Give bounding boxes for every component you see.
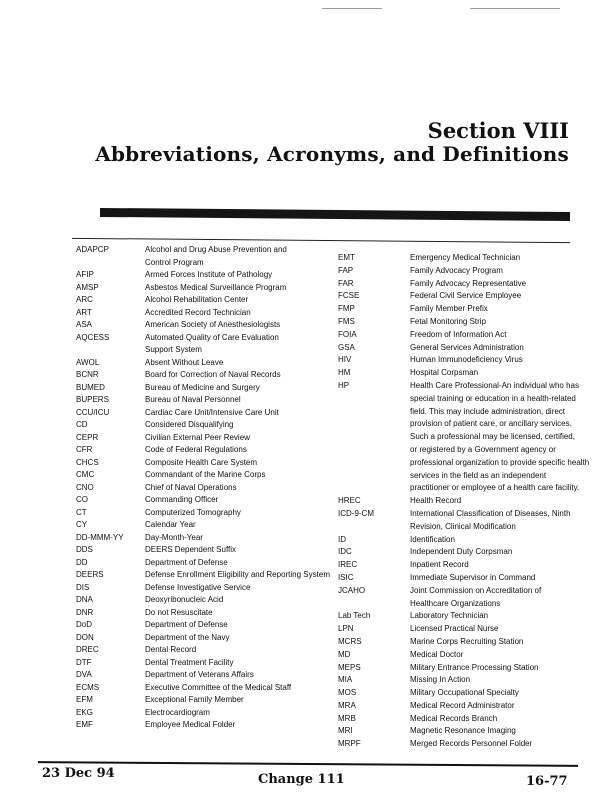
definition-line: Fetal Monitoring Strip	[410, 316, 487, 326]
definition	[145, 719, 235, 732]
definition-line: Family Advocacy Program	[410, 265, 503, 275]
definition	[145, 269, 272, 282]
definition-line: Health Record	[410, 496, 462, 506]
glossary-entry	[338, 700, 589, 713]
abbreviation: HM	[338, 368, 351, 378]
abbreviation: ARC	[76, 295, 93, 304]
definition	[145, 519, 196, 532]
definition	[410, 649, 463, 662]
definition-line: Department of Defense	[145, 620, 228, 629]
definition	[410, 290, 521, 303]
definition-line: General Services Administration	[410, 342, 524, 352]
glossary-entry	[338, 738, 589, 751]
definition	[145, 682, 291, 695]
glossary-entry	[338, 303, 589, 316]
definition-line: Executive Committee of the Medical Staff	[145, 682, 292, 692]
definition	[410, 559, 469, 572]
definition-line: Bureau of Naval Personnel	[145, 395, 241, 404]
glossary-entry	[76, 469, 330, 482]
definition-line: Military Entrance Processing Station	[410, 662, 539, 672]
abbreviation: AMSP	[76, 282, 99, 292]
definition-line: Dental Treatment Facility	[145, 657, 234, 667]
abbreviation: DD	[76, 557, 88, 567]
definition-line: Merged Records Personnel Folder	[410, 739, 533, 749]
abbreviation: HP	[338, 380, 350, 390]
definition	[145, 532, 203, 545]
definition-line: Alcohol Rehabilitation Center	[145, 295, 249, 304]
definition-line: Code of Federal Regulations	[145, 445, 247, 454]
abbreviation: MRI	[338, 726, 353, 736]
abbreviation: DON	[76, 632, 94, 642]
abbreviation: MCRS	[338, 636, 362, 646]
definition-line: Asbestos Medical Surveillance Program	[145, 282, 287, 292]
glossary-entry	[76, 544, 330, 557]
glossary-entry	[76, 319, 330, 332]
abbreviation: BUPERS	[76, 395, 109, 404]
glossary-entry	[76, 482, 330, 495]
abbreviation: IREC	[338, 560, 358, 570]
definition	[410, 623, 498, 636]
definition	[145, 694, 244, 707]
definition	[145, 319, 280, 332]
definition-line: Defense Enrollment Eligibility and Reporting System	[145, 570, 330, 579]
definition	[145, 644, 196, 657]
glossary-entry	[76, 682, 330, 695]
abbreviation: EKG	[76, 707, 93, 717]
abbreviation: FAR	[338, 278, 354, 288]
glossary-entry	[338, 354, 589, 367]
definition-line: Family Member Prefix	[410, 304, 488, 314]
abbreviation: MOS	[338, 688, 357, 698]
definition-line: Absent Without Leave	[145, 357, 224, 367]
glossary-entry	[338, 662, 589, 675]
definition	[410, 585, 541, 611]
definition-line: Computerized Tomography	[145, 507, 241, 517]
abbreviation: CT	[76, 507, 87, 517]
glossary-entry	[76, 444, 330, 457]
glossary-entry	[76, 369, 330, 382]
definition-line: Exceptional Family Member	[145, 695, 244, 704]
definition-line: Do not Resuscitate	[145, 607, 213, 617]
abbreviation: FMP	[338, 304, 355, 314]
glossary-entry	[76, 607, 330, 620]
definition-line: Medical Records Branch	[410, 713, 498, 723]
definition-line: Employee Medical Folder	[145, 720, 236, 729]
glossary-entry	[338, 252, 589, 265]
glossary-entry	[76, 632, 330, 645]
definition	[145, 507, 241, 520]
definition	[145, 357, 223, 370]
definition	[145, 407, 279, 420]
left-glossary-column	[76, 244, 330, 732]
abbreviation: ART	[76, 307, 92, 317]
abbreviation: DNA	[76, 595, 93, 604]
abbreviation: MIA	[338, 675, 353, 685]
abbreviation: EMT	[338, 253, 355, 262]
glossary-entry	[338, 546, 589, 559]
definition-line: Immediate Supervisor in Command	[410, 572, 536, 582]
glossary-entry	[338, 367, 589, 380]
definition-line: DEERS Dependent Suffix	[145, 545, 237, 554]
abbreviation: DoD	[76, 620, 93, 629]
footer-rule	[38, 761, 578, 767]
glossary-entry	[338, 329, 589, 342]
definition	[410, 342, 524, 355]
page-title: Abbreviations, Acronyms, and Definitions	[95, 142, 569, 166]
glossary-entry	[338, 713, 589, 726]
abbreviation: CMC	[76, 470, 95, 479]
abbreviation: HREC	[338, 496, 361, 506]
abbreviation: ICD-9-CM	[338, 508, 374, 518]
glossary-entry	[76, 457, 330, 470]
abbreviation: ECMS	[76, 682, 100, 692]
glossary-entry	[76, 519, 330, 532]
section-heading: Section VIII	[427, 118, 569, 143]
definition	[410, 495, 461, 508]
definition-line: Calendar Year	[145, 520, 196, 529]
definition-line: Deoxyribonucleic Acid	[145, 595, 224, 604]
abbreviation: IDC	[338, 547, 352, 557]
abbreviation: ID	[338, 534, 346, 544]
definition	[410, 610, 488, 623]
definition-line: Independent Duty Corpsman	[410, 547, 513, 557]
definition	[145, 582, 250, 595]
definition	[410, 534, 455, 547]
definition	[410, 303, 488, 316]
abbreviation: DREC	[76, 645, 99, 654]
glossary-entry	[338, 572, 589, 585]
definition	[145, 544, 236, 557]
abbreviation: EFM	[76, 695, 93, 704]
glossary-entry	[76, 357, 330, 370]
glossary-entry	[338, 508, 589, 534]
glossary-entry	[338, 674, 589, 687]
abbreviation: FMS	[338, 316, 355, 326]
abbreviation: DD-MMM-YY	[76, 532, 124, 542]
glossary-entry	[338, 610, 589, 623]
glossary-entry	[338, 559, 589, 572]
definition	[145, 669, 254, 682]
abbreviation: ISIC	[338, 572, 354, 582]
abbreviation: MEPS	[338, 662, 361, 672]
glossary-entry	[338, 278, 589, 291]
definition-line: Health Care Professional-An individual who has	[410, 380, 579, 390]
definition-line: Board for Correction of Naval Records	[145, 370, 281, 379]
glossary-entry	[76, 557, 330, 570]
glossary-entry	[76, 644, 330, 657]
glossary-entry	[338, 380, 589, 495]
definition	[410, 252, 520, 265]
definition	[410, 546, 512, 559]
definition-line: provision of patient care, or ancillary services.	[410, 419, 572, 429]
abbreviation: DTF	[76, 657, 92, 667]
definition	[410, 508, 571, 534]
definition-line: Healthcare Organizations	[410, 598, 501, 608]
glossary-entry	[338, 687, 589, 700]
abbreviation: DNR	[76, 607, 94, 617]
definition-line: Medical Record Administrator	[410, 700, 515, 710]
definition	[145, 282, 286, 295]
glossary-entry	[76, 507, 330, 520]
definition-line: Identification	[410, 534, 455, 544]
definition-line: American Society of Anesthesiologists	[145, 320, 281, 329]
definition	[145, 619, 228, 632]
scan-mark	[470, 8, 560, 9]
definition	[145, 394, 241, 407]
definition-line: Commanding Officer	[145, 495, 219, 504]
glossary-entry	[76, 282, 330, 295]
abbreviation: MD	[338, 649, 351, 659]
abbreviation: CD	[76, 420, 88, 429]
abbreviation: CY	[76, 520, 88, 529]
definition	[145, 557, 228, 570]
abbreviation: MRPF	[338, 739, 361, 749]
definition	[145, 444, 247, 457]
glossary-entry	[76, 594, 330, 607]
definition	[410, 738, 532, 751]
definition-line: special training or education in a health-related	[410, 393, 576, 403]
abbreviation: CFR	[76, 445, 93, 454]
footer-change: Change 111	[258, 772, 345, 787]
definition	[410, 380, 589, 495]
definition-line: Department of the Navy	[145, 632, 230, 642]
definition-line: Human Immunodeficiency Virus	[410, 355, 523, 365]
glossary-entry	[76, 569, 330, 582]
abbreviation: CCU/ICU	[76, 407, 110, 417]
scan-mark	[322, 8, 382, 9]
definition-line: Alcohol and Drug Abuse Prevention and	[145, 245, 287, 254]
definition	[410, 674, 470, 687]
definition-line: Military Occupational Specialty	[410, 688, 519, 698]
glossary-entry	[338, 636, 589, 649]
definition	[145, 469, 266, 482]
abbreviation: MRA	[338, 700, 356, 710]
definition	[410, 687, 519, 700]
abbreviation: LPN	[338, 624, 354, 634]
definition-line: Department of Veterans Affairs	[145, 670, 254, 679]
definition-line: Inpatient Record	[410, 560, 469, 570]
glossary-entry	[76, 532, 330, 545]
definition	[145, 382, 260, 395]
definition-line: Dental Record	[145, 645, 197, 654]
definition-line: Electrocardiogram	[145, 707, 210, 717]
definition-line: or registered by a Government agency or	[410, 444, 556, 454]
definition	[410, 329, 507, 342]
definition	[145, 457, 257, 470]
definition-line: services in the field as an independent	[410, 470, 547, 480]
definition-line: Defense Investigative Service	[145, 582, 251, 592]
abbreviation: CO	[76, 495, 88, 504]
abbreviation: Lab Tech	[338, 611, 371, 621]
definition-line: Missing In Action	[410, 675, 471, 685]
abbreviation: ASA	[76, 320, 93, 329]
glossary-entry	[338, 342, 589, 355]
definition-line: Magnetic Resonance Imaging	[410, 726, 516, 736]
definition-line: Medical Doctor	[410, 649, 464, 659]
definition-line: Automated Quality of Care Evaluation	[145, 332, 279, 342]
abbreviation: FCSE	[338, 291, 360, 301]
abbreviation: AWOL	[76, 357, 100, 367]
abbreviation: HIV	[338, 355, 352, 365]
glossary-entry	[338, 534, 589, 547]
definition-line: field. This may include administration, direct	[410, 406, 566, 416]
table-top-rule	[72, 238, 570, 243]
abbreviation: AQCESS	[76, 332, 110, 342]
definition	[145, 419, 234, 432]
definition	[410, 572, 535, 585]
definition	[145, 369, 281, 382]
abbreviation: GSA	[338, 342, 355, 352]
definition-line: Chief of Naval Operations	[145, 482, 237, 492]
definition	[145, 607, 213, 620]
definition-line: Control Program	[145, 257, 204, 267]
glossary-entry	[76, 707, 330, 720]
glossary-entry	[338, 623, 589, 636]
definition	[410, 316, 486, 329]
abbreviation: DIS	[76, 582, 90, 592]
glossary-entry	[76, 407, 330, 420]
glossary-entry	[338, 495, 589, 508]
glossary-entry	[76, 582, 330, 595]
definition-line: Commandant of the Marine Corps	[145, 470, 266, 479]
definition-line: Revision, Clinical Modification	[410, 521, 516, 531]
abbreviation: ADAPCP	[76, 245, 109, 254]
definition	[145, 482, 237, 495]
definition	[410, 354, 523, 367]
abbreviation: BUMED	[76, 382, 105, 392]
abbreviation: JCAHO	[338, 585, 366, 595]
glossary-entry	[338, 290, 589, 303]
definition-line: Support System	[145, 345, 202, 354]
definition-line: Accredited Record Technician	[145, 307, 251, 317]
definition-line: Considered Disqualifying	[145, 420, 234, 429]
definition-line: Freedom of Information Act	[410, 329, 507, 339]
definition-line: Cardiac Care Unit/Intensive Care Unit	[145, 407, 279, 417]
definition	[145, 569, 330, 582]
glossary-entry	[76, 694, 330, 707]
glossary-entry	[338, 316, 589, 329]
definition-line: Federal Civil Service Employee	[410, 291, 522, 301]
definition	[145, 244, 287, 269]
definition	[410, 278, 526, 291]
definition-line: Marine Corps Recruiting Station	[410, 636, 524, 646]
abbreviation: DVA	[76, 670, 92, 679]
definition-line: Emergency Medical Technician	[410, 253, 521, 262]
header-bar	[100, 208, 570, 221]
definition	[410, 725, 516, 738]
definition-line: Laboratory Technician	[410, 611, 489, 621]
definition-line: Hospital Corpsman	[410, 368, 479, 378]
definition-line: Joint Commission on Accreditation of	[410, 585, 542, 595]
definition	[410, 367, 478, 380]
glossary-entry	[76, 419, 330, 432]
glossary-entry	[338, 265, 589, 278]
glossary-entry	[76, 244, 330, 269]
glossary-entry	[338, 585, 589, 611]
definition-line: Bureau of Medicine and Surgery	[145, 382, 260, 392]
definition	[145, 657, 233, 670]
definition-line: professional organization to provide specific health	[410, 457, 590, 467]
glossary-entry	[76, 332, 330, 357]
glossary-entry	[338, 725, 589, 738]
glossary-entry	[76, 719, 330, 732]
abbreviation: DEERS	[76, 570, 104, 579]
definition	[145, 494, 218, 507]
glossary-entry	[76, 494, 330, 507]
definition	[145, 307, 251, 320]
abbreviation: CNO	[76, 482, 94, 492]
glossary-entry	[338, 649, 589, 662]
definition-line: Family Advocacy Representative	[410, 278, 527, 288]
definition-line: Civilian External Peer Review	[145, 432, 250, 442]
glossary-entry	[76, 382, 330, 395]
abbreviation: EMF	[76, 720, 93, 729]
definition	[145, 594, 223, 607]
definition-line: Day-Month-Year	[145, 532, 203, 542]
definition-line: Composite Health Care System	[145, 457, 258, 467]
definition	[410, 662, 539, 675]
definition-line: practitioner or employee of a health care facility.	[410, 483, 580, 493]
definition	[145, 294, 248, 307]
definition	[410, 265, 503, 278]
glossary-entry	[76, 269, 330, 282]
abbreviation: CEPR	[76, 432, 99, 442]
definition-line: Department of Defense	[145, 557, 228, 567]
abbreviation: CHCS	[76, 457, 99, 467]
definition-line: Licensed Practical Nurse	[410, 624, 499, 634]
definition-line: Such a professional may be licensed, certified,	[410, 432, 575, 442]
abbreviation: MRB	[338, 713, 356, 723]
glossary-entry	[76, 619, 330, 632]
abbreviation: BCNR	[76, 370, 99, 379]
definition	[145, 632, 229, 645]
definition	[145, 707, 210, 720]
definition	[145, 332, 279, 357]
definition	[410, 700, 514, 713]
definition-line: International Classification of Diseases, Ninth	[410, 508, 571, 518]
right-glossary-column	[338, 252, 589, 751]
abbreviation: FOIA	[338, 329, 357, 339]
glossary-entry	[76, 394, 330, 407]
glossary-entry	[76, 294, 330, 307]
glossary-entry	[76, 432, 330, 445]
abbreviation: DDS	[76, 545, 93, 554]
definition	[410, 636, 523, 649]
definition	[410, 713, 497, 726]
definition	[145, 432, 250, 445]
glossary-entry	[76, 657, 330, 670]
glossary-entry	[76, 669, 330, 682]
footer-date: 23 Dec 94	[42, 766, 115, 781]
glossary-entry	[76, 307, 330, 320]
abbreviation: AFIP	[76, 270, 94, 279]
abbreviation: FAP	[338, 265, 354, 275]
footer-page-number: 16-77	[526, 774, 568, 789]
definition-line: Armed Forces Institute of Pathology	[145, 270, 273, 279]
